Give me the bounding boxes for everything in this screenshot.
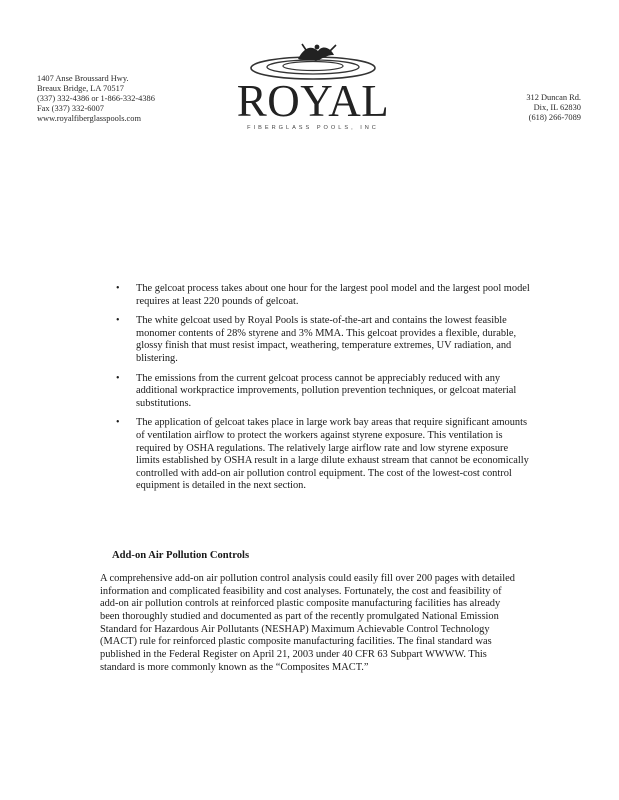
address-line: Dix, IL 62830 [533,103,581,112]
bullet-icon: • [116,283,120,294]
logo-subtitle: FIBERGLASS POOLS, INC [247,125,379,131]
list-item [110,373,532,411]
bullet-icon: • [116,372,120,384]
phone-line: (618) 266-7089 [528,113,581,122]
right-address-block [526,93,581,123]
body-paragraph: A comprehensive add-on air pollution control analysis could easily fill over 200 pages with detailed information and complicated feasibility and cost analyses. Fortunately, the cost and feasibility of add-on air pollution controls at reinforced plastic composite manufacturing facilities has already been thoroughly studied and documented as part of the recently promulgated National Emission Standard for Hazardous Air Pollutants (NESHAP) Maximum Achievable Control Technology (MACT) rule for reinforced plastic composite manufacturing facilities. The final standard was published in the Federal Register on April 21, 2003 under 40 CFR 63 Subpart WWWW. This standard is more commonly known as the “Composites MACT.” [100,573,515,673]
website-line: www.royalfiberglasspools.com [37,114,141,123]
list-item [110,315,532,365]
bullet-icon: • [116,315,120,327]
address-line: 1407 Anse Broussard Hwy. [37,74,129,83]
gelcoat-bullet-list [110,283,532,500]
left-address-block [37,74,155,124]
bullet-text: The emissions from the current gelcoat process cannot be appreciably reduced with any additional workpractice improvements, pollution prevention techniques, or gelcoat material substitutions. [136,372,517,409]
bullet-text: The gelcoat process takes about one hour for the largest pool model and the largest pool model requires at least 220 pounds of gelcoat. [136,283,530,307]
logo-wordmark: ROYAL [236,76,390,126]
bullet-text: The white gelcoat used by Royal Pools is state-of-the-art and contains the lowest feasible monomer contents of 28% styrene and 3% MMA. This gelcoat provides a flexible, durable, glossy finish that must resist impact, weathering, temperature extremes, UV radiation, and blistering. [136,315,517,364]
company-logo [228,41,398,131]
address-line: 312 Duncan Rd. [526,93,581,102]
bullet-text: The application of gelcoat takes place in large work bay areas that require significant amounts of ventilation airflow to protect the workers against styrene exposure. This ventilation is required by OSHA regulations. The relatively large airflow rate and low styrene exposure limits established by OSHA result in a large dilute exhaust stream that cannot be economically controlled with add-on air pollution control equipment. The cost of the lowest-cost control equipment is detailed in the next section. [136,417,529,492]
phone-line: (337) 332-4386 or 1-866-332-4386 [37,94,155,103]
list-item [110,417,532,493]
section-heading: Add-on Air Pollution Controls [112,550,250,561]
fax-line: Fax (337) 332-6007 [37,104,104,113]
bullet-icon: • [116,417,120,429]
address-line: Breaux Bridge, LA 70517 [37,84,124,93]
list-item [110,283,532,308]
